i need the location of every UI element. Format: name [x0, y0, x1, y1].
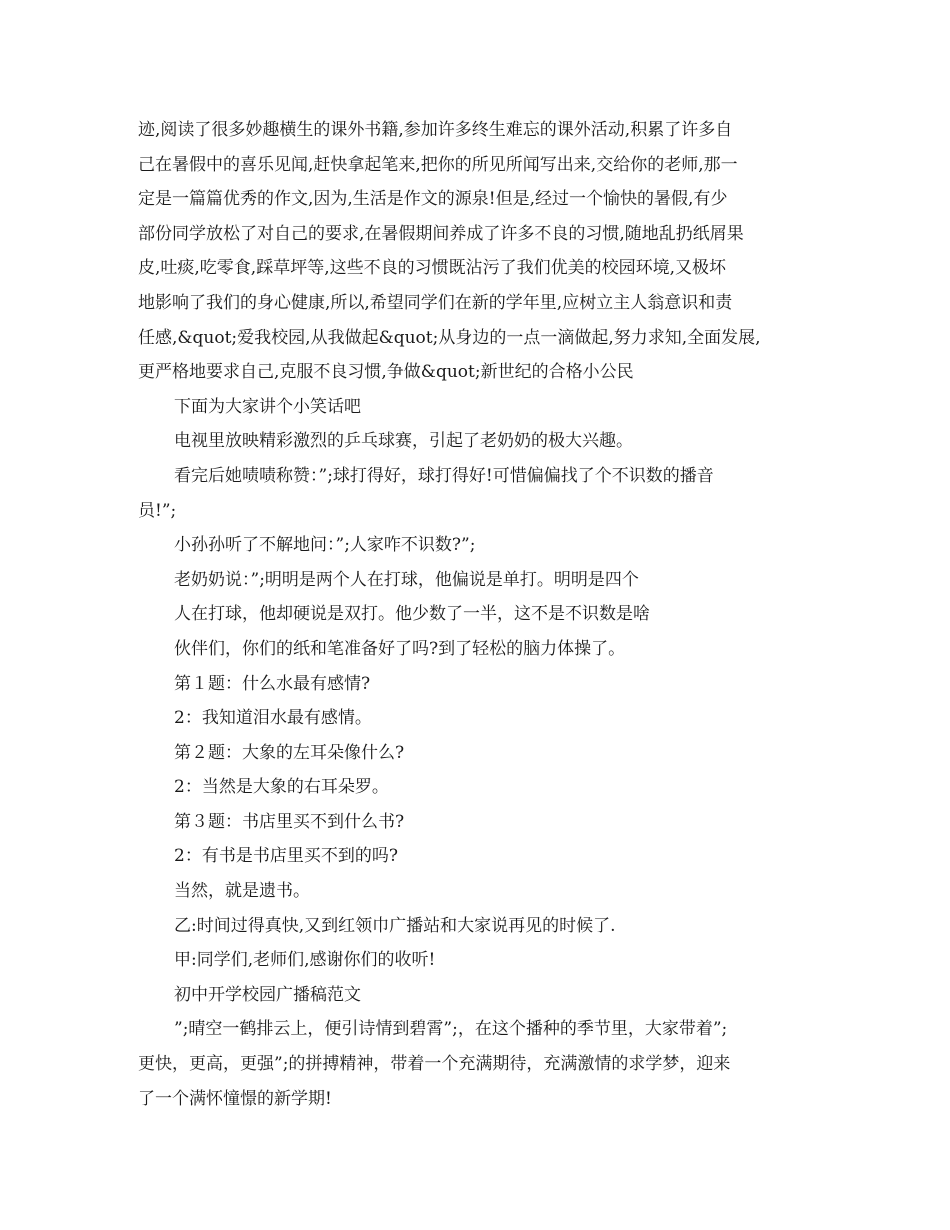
text-line: 更严格地要求自己,克服不良习惯,争做&quot;新世纪的合格小公民 — [138, 362, 634, 383]
quiz-item: 第１题：什么水最有感情? — [174, 673, 371, 694]
text-line: 任感,&quot;爱我校园,从我做起&quot;从身边的一点一滴做起,努力求知,全面发展, — [138, 327, 761, 348]
grandma-answer-1: 老奶奶说：”;明明是两个人在打球，他偏说是单打。明明是四个 — [174, 569, 639, 590]
quiz-item: 2：我知道泪水最有感情。 — [174, 708, 372, 729]
text-line: 了一个满怀憧憬的新学期! — [138, 1088, 332, 1109]
intro-paragraph — [138, 113, 828, 390]
text-line: 己在暑假中的喜乐见闻,赶快拿起笔来,把你的所见所闻写出来,交给你的老师,那一 — [138, 154, 738, 175]
text-line: 更快，更高，更强”;的拼搏精神，带着一个充满期待，充满激情的求学梦，迎来 — [138, 1054, 731, 1075]
quiz-item: 第３题：书店里买不到什么书? — [174, 811, 405, 832]
grandson-question: 小孙孙听了不解地问：”;人家咋不识数?”; — [174, 535, 476, 556]
document-body — [138, 113, 828, 1116]
quiz-item: 当然，就是遗书。 — [174, 881, 310, 902]
dialogue-line: 乙:时间过得真快,又到红领巾广播站和大家说再见的时候了. — [174, 915, 616, 936]
text-line: 部份同学放松了对自己的要求,在暑假期间养成了许多不良的习惯,随地乱扔纸屑果 — [138, 223, 744, 244]
grandma-answer-2: 人在打球，他却硬说是双打。他少数了一半，这不是不识数是啥 — [174, 604, 650, 625]
joke-intro: 下面为大家讲个小笑话吧 — [174, 396, 361, 417]
text-line: 看完后她啧啧称赞：”;球打得好，球打得好!可惜偏偏找了个不识数的播音 — [174, 465, 714, 486]
dialogue-line: 甲:同学们,老师们,感谢你们的收听! — [174, 950, 436, 971]
quiz-item: 2：有书是书店里买不到的吗? — [174, 846, 398, 867]
closing-paragraph — [138, 1012, 828, 1116]
joke-setup: 电视里放映精彩激烈的乒乓球赛，引起了老奶奶的极大兴趣。 — [174, 431, 633, 452]
partners-line: 伙伴们，你们的纸和笔准备好了吗?到了轻松的脑力体操了。 — [174, 638, 626, 659]
text-line: 定是一篇篇优秀的作文,因为,生活是作文的源泉!但是,经过一个愉快的暑假,有少 — [138, 189, 728, 210]
text-line: 迹,阅读了很多妙趣横生的课外书籍,参加许多终生难忘的课外活动,积累了许多自 — [138, 120, 733, 140]
section-title: 初中开学校园广播稿范文 — [174, 984, 361, 1005]
quiz-item: 2：当然是大象的右耳朵罗。 — [174, 777, 389, 798]
text-line: 员!”; — [138, 500, 177, 521]
quiz-item: 第２题：大象的左耳朵像什么? — [174, 742, 405, 763]
text-line: 皮,吐痰,吃零食,踩草坪等,这些不良的习惯既沾污了我们优美的校园环境,又极坏 — [138, 258, 727, 279]
text-line: 地影响了我们的身心健康,所以,希望同学们在新的学年里,应树立主人翁意识和责 — [138, 292, 733, 313]
text-line: ”;晴空一鹤排云上，便引诗情到碧霄”;，在这个播种的季节里，大家带着”; — [174, 1019, 728, 1040]
praise-paragraph — [138, 459, 828, 528]
